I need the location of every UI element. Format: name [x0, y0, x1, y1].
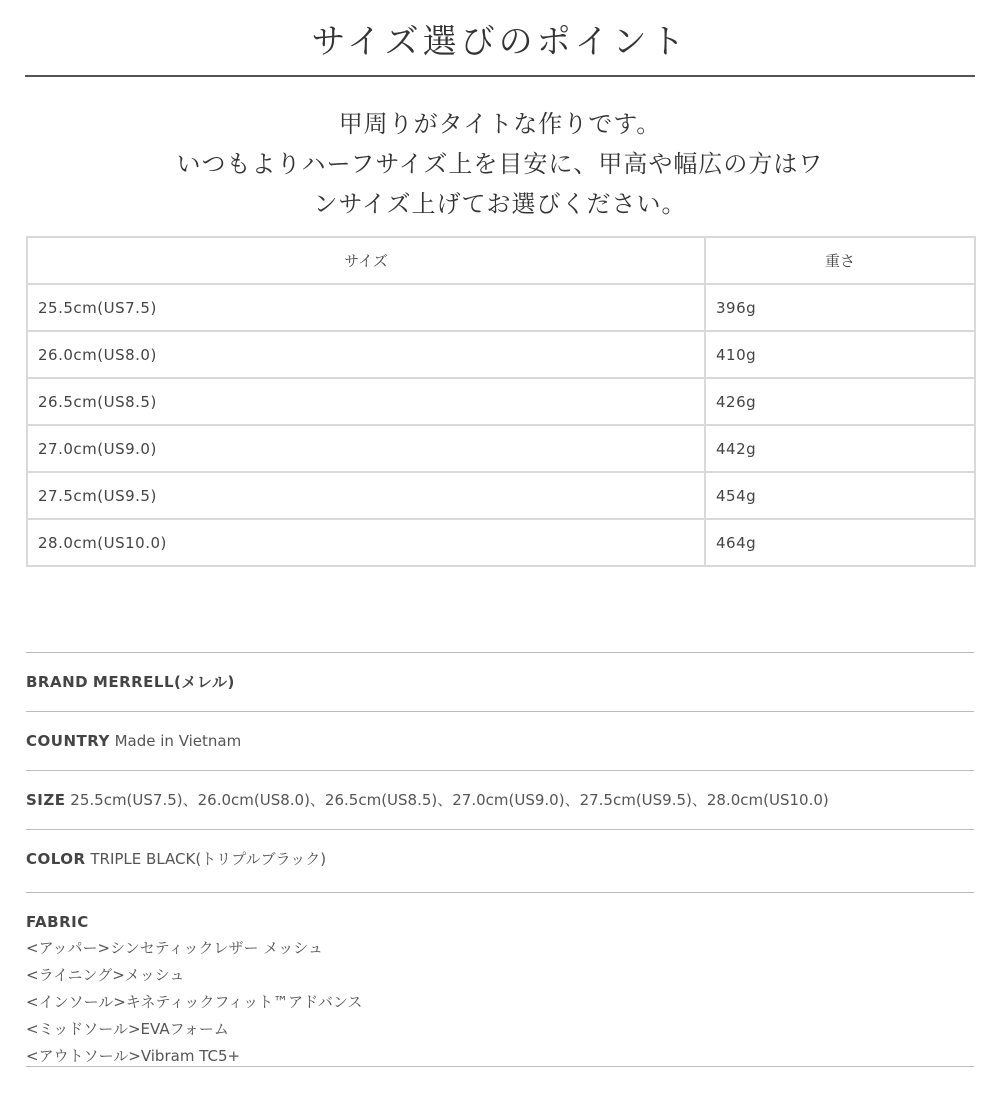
spec-value: TRIPLE BLACK(トリプルブラック) — [90, 850, 327, 868]
table-row — [27, 472, 975, 519]
product-specs — [26, 652, 974, 1067]
spec-label: SIZE — [26, 791, 66, 809]
spec-value: MERRELL(メレル) — [92, 673, 235, 691]
spec-label: COLOR — [26, 850, 86, 868]
weight-cell: 396g — [705, 284, 975, 331]
size-cell: 27.5cm(US9.5) — [27, 472, 705, 519]
spec-fabric — [26, 892, 974, 1067]
column-header-size: サイズ — [27, 237, 705, 284]
fabric-line: <ライニング>メッシュ — [26, 966, 185, 984]
size-cell: 28.0cm(US10.0) — [27, 519, 705, 566]
page-title: サイズ選びのポイント — [311, 22, 689, 62]
table-row — [27, 331, 975, 378]
fabric-line: <ミッドソール>EVAフォーム — [26, 1020, 229, 1038]
fabric-line: <インソール>キネティックフィット™アドバンス — [26, 993, 363, 1011]
size-cell: 26.0cm(US8.0) — [27, 331, 705, 378]
spec-label: FABRIC — [26, 913, 89, 931]
size-weight-table — [26, 236, 976, 567]
weight-cell: 410g — [705, 331, 975, 378]
spec-label: COUNTRY — [26, 732, 110, 750]
spec-country — [26, 711, 974, 770]
size-advice-line: ンサイズ上げてお選びください。 — [313, 190, 687, 218]
spec-size — [26, 770, 974, 829]
size-advice — [120, 104, 880, 224]
size-cell: 26.5cm(US8.5) — [27, 378, 705, 425]
title-divider — [25, 75, 975, 77]
spec-value: 25.5cm(US7.5)、26.0cm(US8.0)、26.5cm(US8.5)、27.0cm(US9.0)、27.5cm(US9.5)、28.0cm(US10.0) — [70, 791, 829, 809]
weight-cell: 442g — [705, 425, 975, 472]
size-advice-line: 甲周りがタイトな作りです。 — [338, 110, 662, 138]
table-row — [27, 284, 975, 331]
spec-value: Made in Vietnam — [114, 732, 242, 750]
spec-brand — [26, 652, 974, 711]
table-row — [27, 378, 975, 425]
weight-cell: 426g — [705, 378, 975, 425]
size-advice-line: いつもよりハーフサイズ上を目安に、甲高や幅広の方はワ — [176, 150, 824, 178]
spec-color — [26, 829, 974, 892]
size-cell: 27.0cm(US9.0) — [27, 425, 705, 472]
table-row — [27, 519, 975, 566]
fabric-line: <アウトソール>Vibram TC5+ — [26, 1047, 241, 1065]
fabric-line: <アッパー>シンセティックレザー メッシュ — [26, 939, 323, 957]
spec-label: BRAND — [26, 673, 89, 691]
weight-cell: 464g — [705, 519, 975, 566]
column-header-weight: 重さ — [705, 237, 975, 284]
table-header-row — [27, 237, 975, 284]
weight-cell: 454g — [705, 472, 975, 519]
table-row — [27, 425, 975, 472]
size-cell: 25.5cm(US7.5) — [27, 284, 705, 331]
